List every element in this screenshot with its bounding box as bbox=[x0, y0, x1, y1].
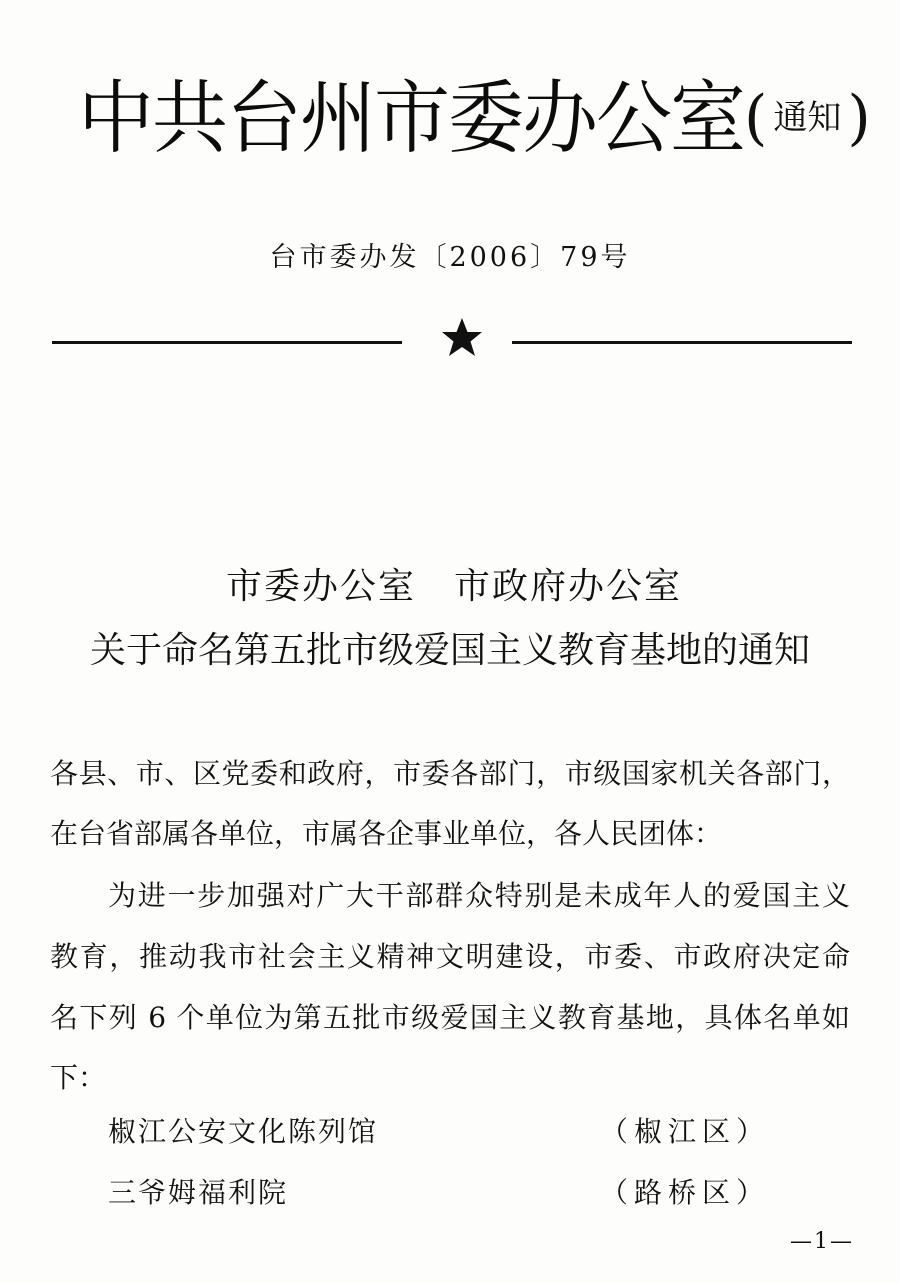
body-line-3: 名下列 6 个单位为第五批市级爱国主义教育基地，具体名单如 bbox=[50, 1001, 850, 1034]
heading-subject: 关于命名第五批市级爱国主义教育基地的通知 bbox=[89, 630, 810, 671]
star-icon bbox=[440, 316, 484, 360]
addressee-line-1: 各县、市、区党委和政府，市委各部门，市级国家机关各部门， bbox=[50, 757, 850, 790]
list-item-name: 椒江公安文化陈列馆 bbox=[108, 1115, 379, 1148]
page-number: —1— bbox=[790, 1229, 854, 1254]
list-item-district: （椒江区） bbox=[600, 1115, 771, 1148]
list-item-district: （路桥区） bbox=[600, 1176, 771, 1209]
body-line-2: 教育，推动我市社会主义精神文明建设，市委、市政府决定命 bbox=[50, 940, 850, 973]
document-number: 台市委办发〔2006〕79号 bbox=[269, 242, 631, 273]
masthead-title: 中共台州市委办公室 bbox=[78, 70, 744, 165]
masthead-paren-close: ) bbox=[847, 83, 871, 153]
masthead-paren-open: ( bbox=[744, 83, 768, 153]
separator-rule-left bbox=[52, 341, 402, 344]
separator-rule-right bbox=[512, 341, 852, 344]
body-line-4: 下： bbox=[50, 1061, 107, 1094]
addressee-line-2: 在台省部属各单位，市属各企事业单位，各人民团体： bbox=[50, 817, 723, 850]
list-item-name: 三爷姆福利院 bbox=[108, 1176, 289, 1209]
masthead bbox=[78, 68, 871, 168]
heading-issuers: 市委办公室 市政府办公室 bbox=[225, 566, 682, 607]
body-line-1: 为进一步加强对广大干部群众特别是未成年人的爱国主义 bbox=[108, 879, 850, 912]
masthead-doc-type: 通知 bbox=[773, 98, 842, 138]
